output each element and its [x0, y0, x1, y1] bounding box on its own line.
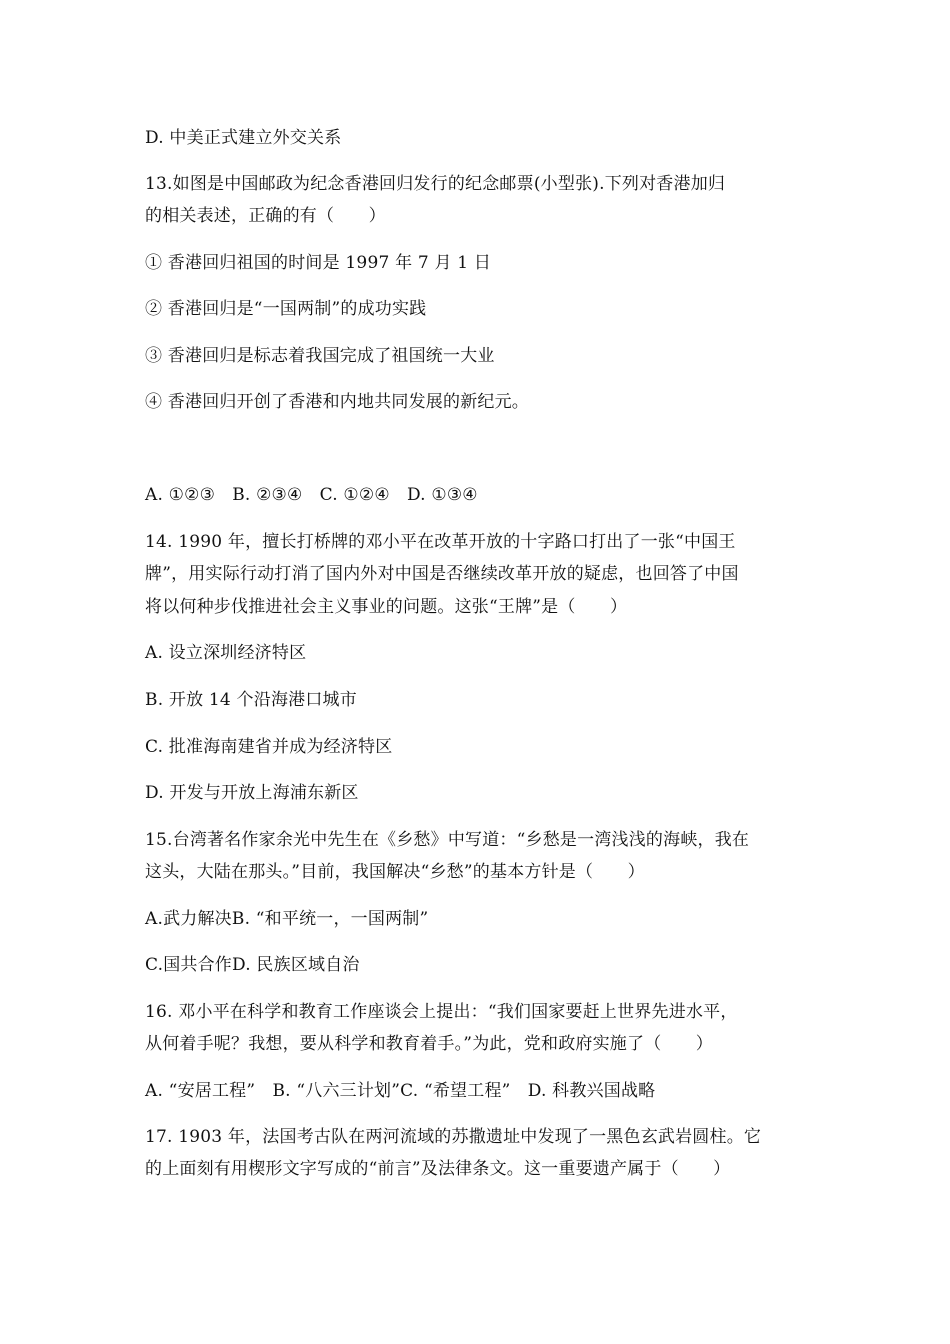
q14-option-c: C. 批准海南建省并成为经济特区	[145, 737, 393, 757]
q12-option-d: D. 中美正式建立外交关系	[145, 128, 342, 148]
q13-statement-4: ④ 香港回归开创了香港和内地共同发展的新纪元。	[145, 392, 530, 412]
q13-statement-3: ③ 香港回归是标志着我国完成了祖国统一大业	[145, 346, 495, 366]
q16-stem-line-2: 从何着手呢？我想，要从科学和教育着手。”为此，党和政府实施了（ ）	[145, 1034, 713, 1054]
q17-stem-line-2: 的上面刻有用楔形文字写成的“前言”及法律条文。这一重要遗产属于（ ）	[145, 1159, 731, 1179]
q14-option-d: D. 开发与开放上海浦东新区	[145, 783, 359, 803]
q13-stem-line-1: 13.如图是中国邮政为纪念香港回归发行的纪念邮票(小型张).下列对香港加归	[145, 174, 726, 194]
q15-options-ab: A.武力解决B. “和平统一，一国两制”	[145, 909, 429, 929]
q15-stem-line-1: 15.台湾著名作家余光中先生在《乡愁》中写道：“乡愁是一湾浅浅的海峡，我在	[145, 830, 750, 850]
q14-stem-line-3: 将以何种步伐推进社会主义事业的问题。这张“王牌”是（ ）	[145, 597, 628, 617]
q14-stem-line-2: 牌”，用实际行动打消了国内外对中国是否继续改革开放的疑虑，也回答了中国	[145, 564, 739, 584]
q13-stem-line-2: 的相关表述，正确的有（ ）	[145, 206, 386, 226]
q15-options-cd: C.国共合作D. 民族区域自治	[145, 955, 360, 975]
q14-option-a: A. 设立深圳经济特区	[145, 643, 307, 663]
q16-stem-line-1: 16. 邓小平在科学和教育工作座谈会上提出：“我们国家要赶上世界先进水平，	[145, 1002, 738, 1022]
q13-statement-2: ② 香港回归是“一国两制”的成功实践	[145, 299, 427, 319]
q13-statement-1: ① 香港回归祖国的时间是 1997 年 7 月 1 日	[145, 253, 492, 273]
q15-stem-line-2: 这头，大陆在那头。”目前，我国解决“乡愁”的基本方针是（ ）	[145, 862, 645, 882]
q16-options: A. “安居工程” B. “八六三计划”C. “希望工程” D. 科教兴国战略	[145, 1081, 656, 1101]
q14-option-b: B. 开放 14 个沿海港口城市	[145, 690, 357, 710]
q17-stem-line-1: 17. 1903 年，法国考古队在两河流域的苏撒遗址中发现了一黑色玄武岩圆柱。它	[145, 1127, 762, 1147]
q13-options: A. ①②③ B. ②③④ C. ①②④ D. ①③④	[145, 485, 478, 505]
q14-stem-line-1: 14. 1990 年，擅长打桥牌的邓小平在改革开放的十字路口打出了一张“中国王	[145, 532, 736, 552]
